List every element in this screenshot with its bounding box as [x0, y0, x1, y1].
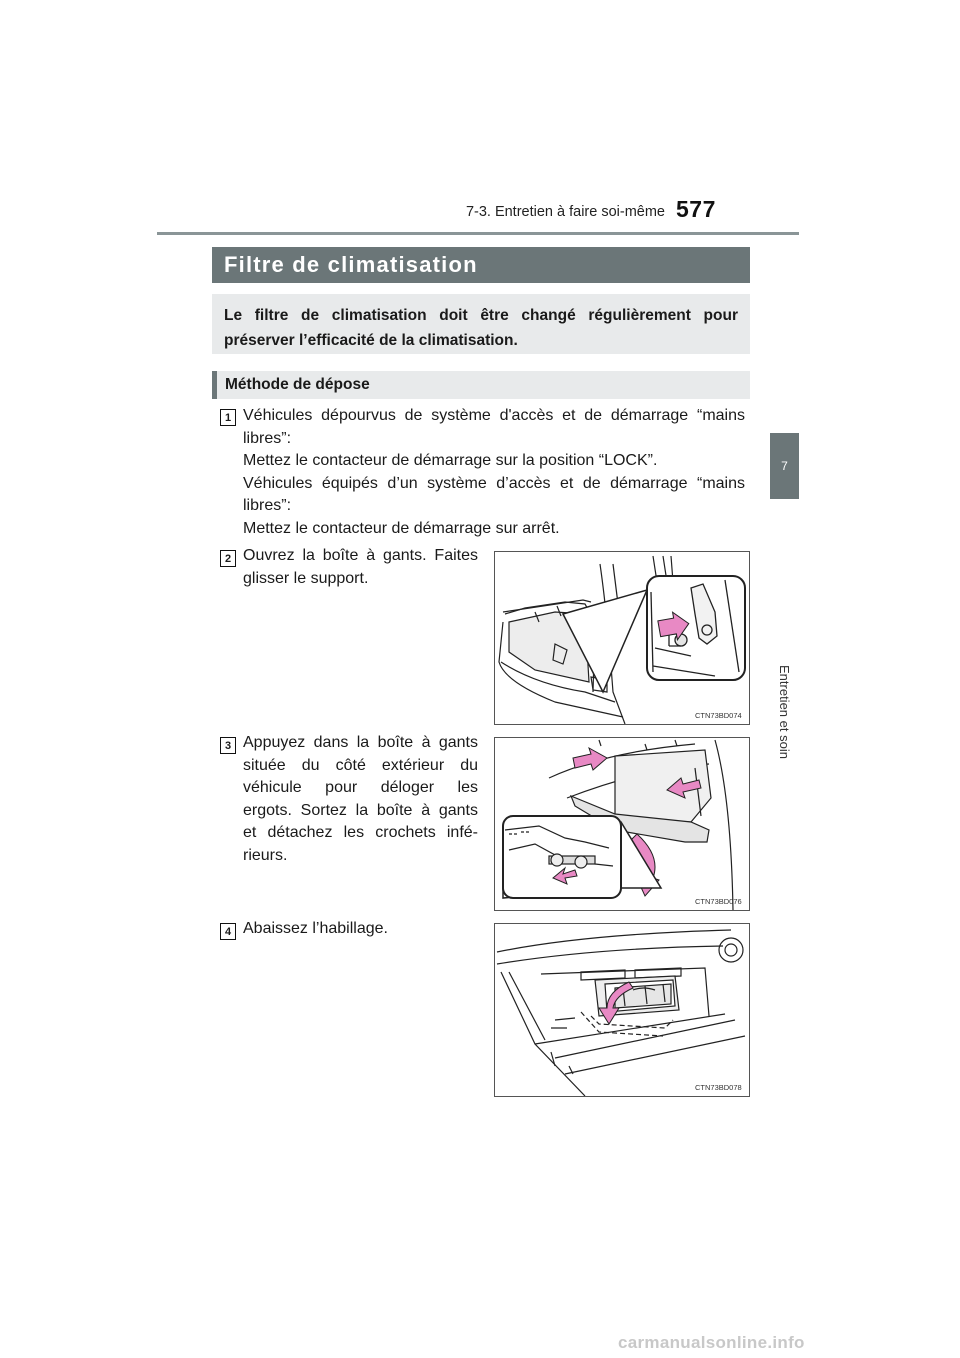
illustration-glovebox-removal	[494, 737, 750, 911]
step-2-line: Ouvrez la boîte à gants. Faites	[243, 547, 478, 564]
step-3-line: et détachez les crochets infé-	[243, 824, 478, 841]
step-3-line: véhicule pour déloger les	[243, 779, 478, 796]
figure-code-4: CTN73BD078	[695, 1083, 742, 1092]
subsection-header	[212, 371, 750, 399]
intro-box	[212, 294, 750, 354]
figure-code-2: CTN73BD074	[695, 711, 742, 720]
step-3-line: Appuyez dans la boîte à gants	[243, 734, 478, 751]
step-1-line: Mettez le contacteur de démarrage sur arrêt.	[243, 519, 560, 537]
step-number-2: 2	[220, 550, 236, 567]
step-4-text	[243, 918, 478, 941]
step-1-line: libres”:	[243, 497, 292, 514]
page-number: 577	[676, 196, 716, 222]
header-rule	[157, 232, 799, 235]
step-number-3: 3	[220, 737, 236, 754]
intro-line-2: préserver l’efficacité de la climatisation.	[224, 332, 518, 349]
step-1-line: Mettez le contacteur de démarrage sur la position “LOCK”.	[243, 452, 658, 469]
header-section-title: 7-3. Entretien à faire soi-même	[465, 204, 665, 220]
step-3-text	[243, 732, 478, 867]
watermark: carmanualsonline.info	[618, 1333, 805, 1352]
subsection-title: Méthode de dépose	[225, 376, 370, 393]
step-4-line: Abaissez l’habillage.	[243, 920, 388, 937]
step-3-line: ergots. Sortez la boîte à gants	[243, 801, 478, 819]
step-number-4: 4	[220, 923, 236, 940]
step-1-text	[243, 405, 745, 540]
step-number-1: 1	[220, 409, 236, 426]
chapter-number: 7	[781, 459, 788, 473]
step-2-text	[243, 545, 478, 590]
intro-line-1: Le filtre de climatisation doit être changé régulièrement pour	[224, 307, 738, 324]
step-1-line: libres”:	[243, 429, 292, 447]
chapter-label: Entretien et soin	[777, 665, 792, 759]
step-2-line: glisser le support.	[243, 569, 369, 587]
glovebox-support-drawing	[495, 552, 749, 724]
chapter-tab	[770, 433, 799, 499]
step-1-line: Véhicules équipés d’un système d’accès et de démarrage “mains	[243, 474, 745, 492]
subsection-accent	[212, 371, 217, 399]
glovebox-removal-drawing	[495, 738, 749, 910]
section-title-bar	[212, 247, 750, 283]
step-3-line: située du côté extérieur du	[243, 756, 478, 774]
section-title: Filtre de climatisation	[224, 252, 478, 277]
illustration-lower-trim	[494, 923, 750, 1097]
lower-trim-drawing	[495, 924, 749, 1096]
illustration-glovebox-support	[494, 551, 750, 725]
figure-code-3: CTN73BD076	[695, 897, 742, 906]
step-3-line: rieurs.	[243, 846, 288, 864]
step-1-line: Véhicules dépourvus de système d'accès et de démarrage “mains	[243, 407, 745, 424]
